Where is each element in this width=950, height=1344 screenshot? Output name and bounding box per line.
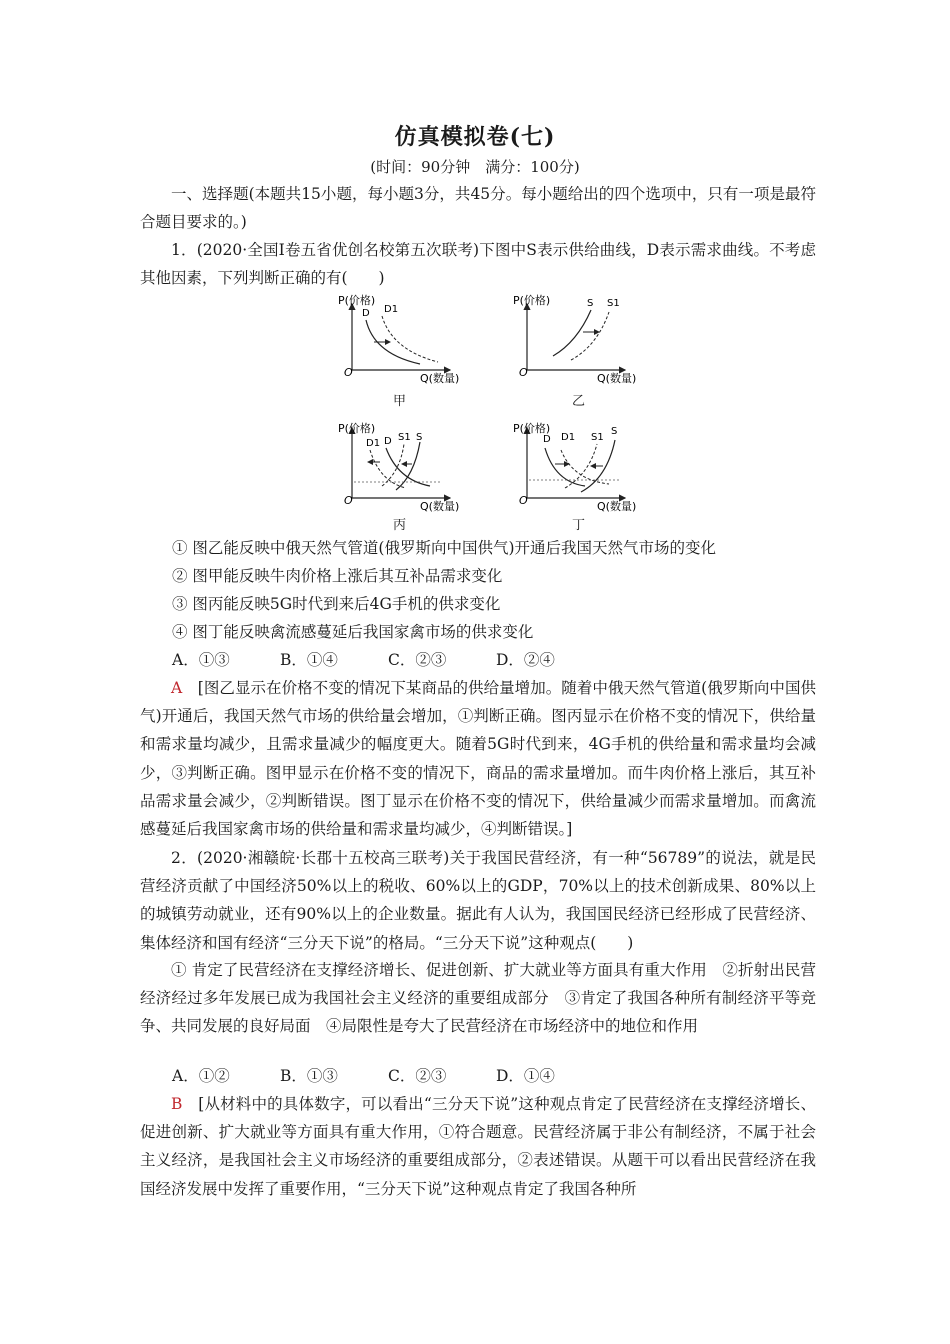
- q1-option-c: C．②③: [388, 651, 447, 669]
- q2-option-a: A．①②: [172, 1067, 230, 1085]
- y-axis-label: P(价格): [338, 294, 376, 307]
- page-title: 仿真模拟卷(七): [394, 124, 556, 150]
- y-axis-label: P(价格): [338, 422, 376, 435]
- figure-caption-ding: 丁: [572, 518, 586, 533]
- q2-answer-letter: B: [171, 1095, 183, 1113]
- curve-label-d1: D1: [366, 438, 381, 449]
- q1-statement-4: ④ 图丁能反映禽流感蔓延后我国家禽市场的供求变化: [172, 623, 534, 641]
- curve-label-d: D: [362, 308, 370, 319]
- origin-label: O: [344, 494, 353, 507]
- origin-label: O: [344, 366, 353, 379]
- q2-answer: [140, 1090, 816, 1203]
- origin-label: O: [519, 366, 528, 379]
- y-axis-label: P(价格): [513, 294, 551, 307]
- curve-label-d: D: [384, 436, 392, 447]
- q1-option-d: D．②④: [496, 651, 555, 669]
- curve-d1: [382, 316, 438, 362]
- x-axis-label: Q(数量): [597, 372, 637, 385]
- q2-explanation: [从材料中的具体数字，可以看出“三分天下说”这种观点肯定了民营经济在支撑经济增长、促进创新、扩大就业等方面具有重大作用，①符合题意。民营经济属于非公有制经济，不属于社会主义经济，是我国社会主义市场经济的重要组成部分，②表述错误。从题干可以看出民营经济在我国经济发展中发挥了重要作用，“三分天下说”这种观点肯定了我国各种所: [140, 1095, 816, 1198]
- curve-s: [553, 310, 591, 356]
- q2-options: [172, 1062, 604, 1090]
- origin-label: O: [519, 494, 528, 507]
- curve-label-d1: D1: [561, 432, 576, 443]
- q1-answer-letter: A: [171, 679, 183, 697]
- figure-caption-jia: 甲: [393, 394, 407, 409]
- q1-answer: [140, 674, 816, 843]
- x-axis-label: Q(数量): [420, 500, 460, 513]
- exam-meta: (时间：90分钟 满分：100分): [370, 158, 580, 176]
- y-axis-label: P(价格): [513, 422, 551, 435]
- curve-label-s: S: [416, 432, 423, 443]
- curve-label-s: S: [611, 426, 618, 437]
- q1-statement-1: ① 图乙能反映中俄天然气管道(俄罗斯向中国供气)开通后我国天然气市场的变化: [172, 539, 717, 557]
- figure-caption-bing: 丙: [393, 518, 407, 533]
- q1-statement-2: ② 图甲能反映牛肉价格上涨后其互补品需求变化: [172, 567, 503, 585]
- q1-option-b: B．①④: [280, 651, 338, 669]
- curve-label-d: D: [543, 434, 551, 445]
- curve-label-s1: S1: [607, 298, 620, 309]
- curve-label-s1: S1: [398, 432, 411, 443]
- q2-statements: ① 肯定了民营经济在支撑经济增长、促进创新、扩大就业等方面具有重大作用 ②折射出民营经济经过多年发展已成为我国社会主义经济的重要组成部分 ③肯定了我国各种所有制经济平等竞争、共同发展的良好局面 ④局限性是夸大了民营经济在市场经济中的地位和作用: [140, 961, 816, 1036]
- q1-option-a: A．①③: [172, 651, 230, 669]
- q2-option-d: D．①④: [496, 1067, 555, 1085]
- x-axis-label: Q(数量): [597, 500, 637, 513]
- q1-stem: 1．(2020·全国Ⅰ卷五省优创名校第五次联考)下图中S表示供给曲线，D表示需求曲线。不考虑其他因素，下列判断正确的有( ): [140, 241, 816, 288]
- curve-s1: [382, 444, 404, 486]
- x-axis-label: Q(数量): [420, 372, 460, 385]
- section-heading: 一、选择题(本题共15小题，每小题3分，共45分。每小题给出的四个选项中，只有一项是最符合题目要求的。): [140, 185, 816, 232]
- curve-label-d1: D1: [384, 304, 399, 315]
- curve-d: [386, 448, 430, 486]
- q1-options: [172, 646, 604, 674]
- curve-s1: [571, 312, 609, 360]
- curve-label-s1: S1: [591, 432, 604, 443]
- curve-s: [396, 442, 420, 490]
- q2-option-b: B．①③: [280, 1067, 338, 1085]
- figure-caption-yi: 乙: [572, 394, 586, 409]
- q2-option-c: C．②③: [388, 1067, 447, 1085]
- curve-label-s: S: [587, 298, 594, 309]
- q2-stem: 2．(2020·湘赣皖·长郡十五校高三联考)关于我国民营经济，有一种“56789”的说法，就是民营经济贡献了中国经济50%以上的税收、60%以上的GDP，70%以上的技术创新成果、80%以上的城镇劳动就业，还有90%以上的企业数量。据此有人认为，我国国民经济已经形成了民营经济、集体经济和国有经济“三分天下说”的格局。“三分天下说”这种观点( ): [140, 849, 816, 952]
- q1-statement-3: ③ 图丙能反映5G时代到来后4G手机的供求变化: [172, 595, 501, 613]
- q1-explanation: [图乙显示在价格不变的情况下某商品的供给量增加。随着中俄天然气管道(俄罗斯向中国供气)开通后，我国天然气市场的供给量会增加，①判断正确。图丙显示在价格不变的情况下，供给量和需求量均减少，且需求量减少的幅度更大。随着5G时代到来，4G手机的供给量和需求量均会减少，③判断正确。图甲显示在价格不变的情况下，商品的需求量增加。而牛肉价格上涨后，其互补品需求量会减少，②判断错误。图丁显示在价格不变的情况下，供给量减少而需求量增加。而禽流感蔓延后我国家禽市场的供给量和需求量均减少，④判断错误。]: [140, 679, 816, 839]
- curve-d1: [561, 450, 609, 484]
